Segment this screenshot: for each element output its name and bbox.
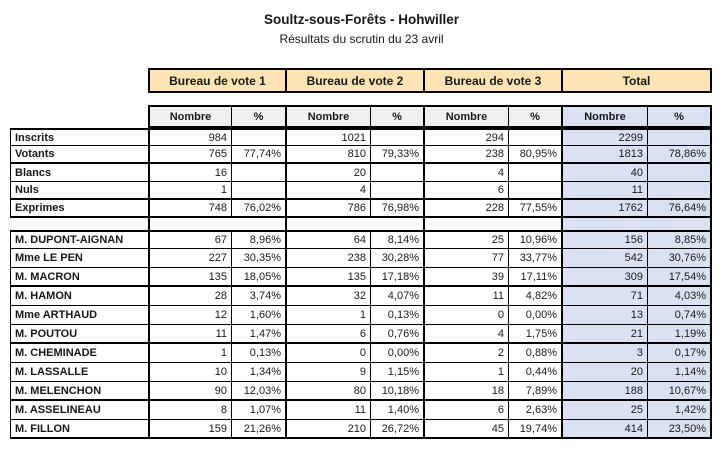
row-label: M. FILLON — [10, 420, 148, 439]
count-cell: 80 — [287, 382, 371, 401]
percent-cell: 1,60% — [232, 306, 287, 325]
percent-cell — [509, 128, 563, 146]
percent-cell: 1,34% — [232, 363, 287, 382]
page-subtitle: Résultats du scrutin du 23 avril — [279, 32, 444, 46]
percent-cell: 0,00% — [371, 344, 425, 363]
count-cell: 9 — [287, 363, 371, 382]
table-row — [10, 420, 712, 439]
percent-cell — [509, 164, 563, 182]
separator-cell — [287, 218, 425, 230]
row-label: Nuls — [10, 182, 148, 200]
percent-cell: 26,72% — [371, 420, 425, 439]
percent-cell: 1,19% — [648, 325, 712, 344]
percent-cell: 1,75% — [509, 325, 563, 344]
percent-cell: 1,07% — [232, 401, 287, 420]
percent-cell — [232, 182, 287, 200]
percent-cell — [648, 182, 712, 200]
count-cell: 765 — [148, 146, 232, 164]
table-row — [10, 146, 712, 164]
table-row — [10, 363, 712, 382]
count-cell: 40 — [563, 164, 648, 182]
count-cell: 810 — [287, 146, 371, 164]
count-cell: 32 — [287, 287, 371, 306]
row-label: Inscrits — [10, 128, 148, 146]
count-cell: 238 — [287, 249, 371, 268]
percent-cell: 1,47% — [232, 325, 287, 344]
separator-cell — [148, 218, 287, 230]
percent-cell — [648, 128, 712, 146]
count-cell: 21 — [563, 325, 648, 344]
table-row — [10, 382, 712, 401]
table-row — [10, 344, 712, 363]
count-cell: 238 — [425, 146, 509, 164]
bureau-1-header: Bureau de vote 1 — [148, 68, 287, 93]
percent-cell: 0,44% — [509, 363, 563, 382]
bureau-header-row — [148, 68, 712, 93]
col-header-nombre-total: Nombre — [563, 105, 648, 128]
percent-cell: 8,85% — [648, 230, 712, 249]
percent-cell: 3,74% — [232, 287, 287, 306]
col-header-nombre: Nombre — [425, 105, 509, 128]
table-row — [10, 164, 712, 182]
count-cell: 77 — [425, 249, 509, 268]
separator-label-spacer — [10, 218, 148, 230]
count-cell: 1 — [148, 344, 232, 363]
percent-cell: 7,89% — [509, 382, 563, 401]
percent-cell: 76,64% — [648, 200, 712, 218]
count-cell: 3 — [563, 344, 648, 363]
row-label: M. LASSALLE — [10, 363, 148, 382]
percent-cell: 19,74% — [509, 420, 563, 439]
count-cell: 6 — [425, 401, 509, 420]
col-header-percent: % — [371, 105, 425, 128]
subheader-row — [148, 105, 712, 128]
count-cell: 25 — [563, 401, 648, 420]
percent-cell: 0,13% — [371, 306, 425, 325]
percent-cell: 18,05% — [232, 268, 287, 287]
percent-cell: 12,03% — [232, 382, 287, 401]
count-cell: 11 — [563, 182, 648, 200]
percent-cell: 1,15% — [371, 363, 425, 382]
count-cell: 414 — [563, 420, 648, 439]
count-cell: 11 — [425, 287, 509, 306]
separator-cell — [425, 218, 563, 230]
count-cell: 13 — [563, 306, 648, 325]
percent-cell: 8,96% — [232, 230, 287, 249]
percent-cell: 4,82% — [509, 287, 563, 306]
count-cell: 542 — [563, 249, 648, 268]
row-label: M. MACRON — [10, 268, 148, 287]
percent-cell: 10,96% — [509, 230, 563, 249]
row-label: Votants — [10, 146, 148, 164]
col-header-nombre: Nombre — [148, 105, 232, 128]
row-label: M. POUTOU — [10, 325, 148, 344]
percent-cell: 0,17% — [648, 344, 712, 363]
percent-cell — [232, 128, 287, 146]
count-cell: 786 — [287, 200, 371, 218]
count-cell: 10 — [148, 363, 232, 382]
count-cell: 28 — [148, 287, 232, 306]
percent-cell: 0,13% — [232, 344, 287, 363]
percent-cell: 10,18% — [371, 382, 425, 401]
count-cell: 25 — [425, 230, 509, 249]
results-table — [10, 68, 712, 439]
percent-cell — [371, 164, 425, 182]
percent-cell: 0,88% — [509, 344, 563, 363]
table-row — [10, 230, 712, 249]
percent-cell: 33,77% — [509, 249, 563, 268]
count-cell: 20 — [563, 363, 648, 382]
count-cell: 11 — [287, 401, 371, 420]
count-cell: 11 — [148, 325, 232, 344]
row-label: Mme ARTHAUD — [10, 306, 148, 325]
count-cell: 16 — [148, 164, 232, 182]
percent-cell: 76,02% — [232, 200, 287, 218]
percent-cell: 21,26% — [232, 420, 287, 439]
percent-cell: 8,14% — [371, 230, 425, 249]
count-cell: 228 — [425, 200, 509, 218]
count-cell: 45 — [425, 420, 509, 439]
count-cell: 227 — [148, 249, 232, 268]
count-cell: 71 — [563, 287, 648, 306]
col-header-percent-total: % — [648, 105, 712, 128]
total-header: Total — [563, 68, 712, 93]
table-row — [10, 249, 712, 268]
row-label: M. MELENCHON — [10, 382, 148, 401]
count-cell: 90 — [148, 382, 232, 401]
count-cell: 4 — [425, 164, 509, 182]
percent-cell: 17,54% — [648, 268, 712, 287]
count-cell: 309 — [563, 268, 648, 287]
table-row — [10, 200, 712, 218]
percent-cell — [509, 182, 563, 200]
table-row — [10, 268, 712, 287]
table-row — [10, 182, 712, 200]
percent-cell: 0,74% — [648, 306, 712, 325]
percent-cell: 1,40% — [371, 401, 425, 420]
count-cell: 1 — [287, 306, 371, 325]
percent-cell: 76,98% — [371, 200, 425, 218]
percent-cell — [232, 164, 287, 182]
count-cell: 4 — [425, 325, 509, 344]
block-separator — [10, 218, 712, 230]
count-cell: 2 — [425, 344, 509, 363]
summary-block — [10, 128, 712, 218]
percent-cell: 10,67% — [648, 382, 712, 401]
count-cell: 6 — [287, 325, 371, 344]
candidate-block — [10, 230, 712, 439]
row-label: M. HAMON — [10, 287, 148, 306]
percent-cell — [371, 182, 425, 200]
count-cell: 39 — [425, 268, 509, 287]
table-row — [10, 401, 712, 420]
table-row — [10, 287, 712, 306]
percent-cell: 0,76% — [371, 325, 425, 344]
col-header-nombre: Nombre — [287, 105, 371, 128]
bureau-3-header: Bureau de vote 3 — [425, 68, 563, 93]
count-cell: 2299 — [563, 128, 648, 146]
row-label: M. ASSELINEAU — [10, 401, 148, 420]
table-row — [10, 325, 712, 344]
percent-cell: 77,55% — [509, 200, 563, 218]
row-label: M. DUPONT-AIGNAN — [10, 230, 148, 249]
percent-cell: 30,35% — [232, 249, 287, 268]
percent-cell: 17,11% — [509, 268, 563, 287]
percent-cell: 79,33% — [371, 146, 425, 164]
page-title: Soultz-sous-Forêts - Hohwiller — [263, 12, 459, 27]
table-row — [10, 306, 712, 325]
bureau-2-header: Bureau de vote 2 — [287, 68, 425, 93]
count-cell: 984 — [148, 128, 232, 146]
percent-cell: 1,42% — [648, 401, 712, 420]
count-cell: 210 — [287, 420, 371, 439]
col-header-percent: % — [509, 105, 563, 128]
count-cell: 6 — [425, 182, 509, 200]
percent-cell — [648, 164, 712, 182]
count-cell: 18 — [425, 382, 509, 401]
count-cell: 748 — [148, 200, 232, 218]
count-cell: 159 — [148, 420, 232, 439]
percent-cell: 78,86% — [648, 146, 712, 164]
count-cell: 1021 — [287, 128, 371, 146]
count-cell: 0 — [425, 306, 509, 325]
count-cell: 4 — [287, 182, 371, 200]
percent-cell: 17,18% — [371, 268, 425, 287]
row-label: Blancs — [10, 164, 148, 182]
table-row — [10, 128, 712, 146]
col-header-percent: % — [232, 105, 287, 128]
percent-cell: 23,50% — [648, 420, 712, 439]
count-cell: 8 — [148, 401, 232, 420]
count-cell: 20 — [287, 164, 371, 182]
header-gap — [10, 93, 712, 105]
percent-cell: 2,63% — [509, 401, 563, 420]
count-cell: 294 — [425, 128, 509, 146]
percent-cell: 80,95% — [509, 146, 563, 164]
count-cell: 64 — [287, 230, 371, 249]
count-cell: 67 — [148, 230, 232, 249]
row-label: Exprimes — [10, 200, 148, 218]
count-cell: 1813 — [563, 146, 648, 164]
count-cell: 156 — [563, 230, 648, 249]
count-cell: 0 — [287, 344, 371, 363]
percent-cell: 4,07% — [371, 287, 425, 306]
count-cell: 1762 — [563, 200, 648, 218]
percent-cell: 30,76% — [648, 249, 712, 268]
percent-cell: 77,74% — [232, 146, 287, 164]
count-cell: 12 — [148, 306, 232, 325]
percent-cell: 4,03% — [648, 287, 712, 306]
count-cell: 1 — [425, 363, 509, 382]
separator-cell-total — [563, 218, 712, 230]
percent-cell: 0,00% — [509, 306, 563, 325]
percent-cell: 30,28% — [371, 249, 425, 268]
count-cell: 135 — [287, 268, 371, 287]
count-cell: 1 — [148, 182, 232, 200]
row-label: Mme LE PEN — [10, 249, 148, 268]
percent-cell — [371, 128, 425, 146]
count-cell: 188 — [563, 382, 648, 401]
percent-cell: 1,14% — [648, 363, 712, 382]
count-cell: 135 — [148, 268, 232, 287]
row-label: M. CHEMINADE — [10, 344, 148, 363]
